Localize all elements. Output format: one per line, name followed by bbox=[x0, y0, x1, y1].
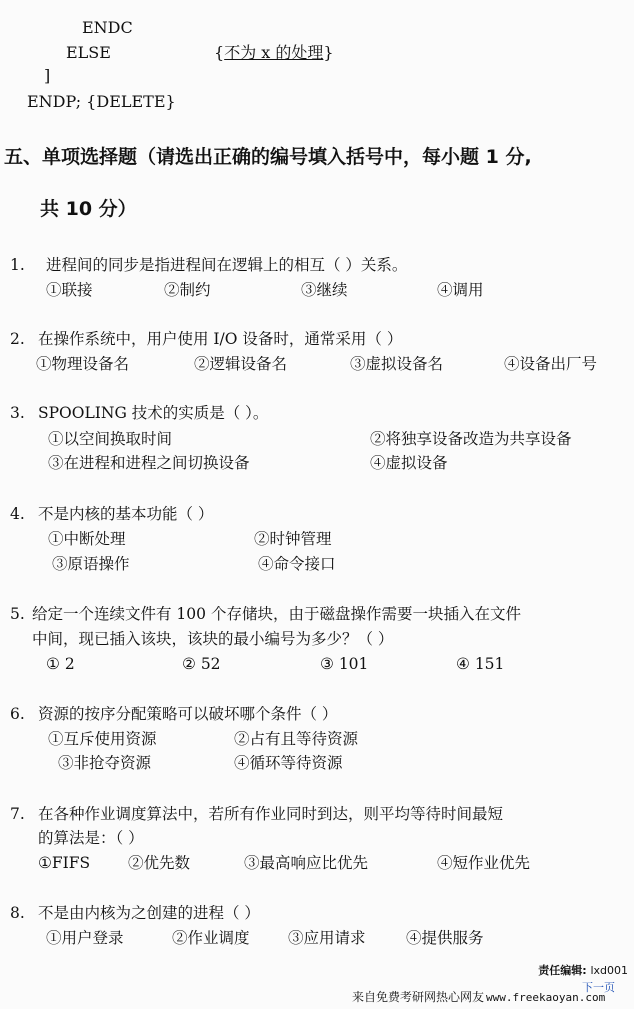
section-title-line2: 共 10 分） bbox=[40, 198, 137, 220]
editor-note bbox=[538, 965, 628, 976]
q6-option-4: ④循环等待资源 bbox=[234, 754, 343, 772]
q2-option-1: ①物理设备名 bbox=[36, 355, 130, 373]
q8-option-3: ③应用请求 bbox=[288, 929, 366, 947]
q8-option-4: ④提供服务 bbox=[406, 929, 484, 947]
q1-option-3: ③继续 bbox=[301, 281, 348, 299]
question-7-text-line1: 在各种作业调度算法中，若所有作业同时到达，则平均等待时间最短 bbox=[38, 805, 504, 823]
source-label: 来自免费考研网热心网友 bbox=[352, 990, 485, 1004]
comment-text: 不为 x 的处理 bbox=[224, 43, 324, 62]
question-7-text-line2: 的算法是：（ ） bbox=[38, 829, 144, 847]
editor-label: 责任编辑: bbox=[538, 964, 587, 977]
question-1-number: 1. bbox=[10, 256, 25, 274]
editor-value: lxd001 bbox=[590, 964, 628, 977]
q7-option-4: ④短作业优先 bbox=[437, 854, 531, 872]
question-8-number: 8. bbox=[10, 904, 25, 922]
source-footer bbox=[0, 981, 634, 1009]
question-5-text-line2: 中间，现已插入该块，该块的最小编号为多少？（ ） bbox=[32, 630, 394, 648]
question-5-text-line1: 给定一个连续文件有 100 个存储块，由于磁盘操作需要一块插入在文件 bbox=[32, 605, 521, 623]
source-text bbox=[352, 991, 605, 1003]
question-7-number: 7. bbox=[10, 805, 25, 823]
q5-option-4: ④ 151 bbox=[456, 655, 505, 673]
q8-option-2: ②作业调度 bbox=[172, 929, 250, 947]
q4-option-1: ①中断处理 bbox=[48, 530, 126, 548]
code-bracket: ] bbox=[44, 66, 51, 85]
q5-option-2: ② 52 bbox=[182, 655, 221, 673]
q3-option-2: ②将独享设备改造为共享设备 bbox=[370, 430, 572, 448]
next-page-link[interactable]: 下一页 bbox=[582, 981, 615, 994]
question-8-text: 不是由内核为之创建的进程（ ） bbox=[38, 904, 260, 922]
q4-option-2: ②时钟管理 bbox=[254, 530, 332, 548]
q5-option-3: ③ 101 bbox=[320, 655, 369, 673]
question-1-text: 进程间的同步是指进程间在逻辑上的相互（ ）关系。 bbox=[46, 256, 408, 274]
q2-option-2: ②逻辑设备名 bbox=[194, 355, 288, 373]
q6-option-3: ③非抢夺资源 bbox=[58, 754, 152, 772]
q4-option-4: ④命令接口 bbox=[258, 555, 336, 573]
question-5-number: 5. bbox=[10, 605, 25, 623]
code-else: ELSE bbox=[66, 43, 111, 62]
question-2-number: 2. bbox=[10, 330, 25, 348]
comment-close-brace: } bbox=[323, 43, 334, 62]
q1-option-1: ①联接 bbox=[46, 281, 93, 299]
section-title-line1: 五、单项选择题（请选出正确的编号填入括号中，每小题 1 分, bbox=[4, 146, 532, 168]
code-endp: ENDP; {DELETE} bbox=[27, 92, 176, 111]
question-6-number: 6. bbox=[10, 705, 25, 723]
q5-option-1: ① 2 bbox=[46, 655, 75, 673]
question-3-text: SPOOLING 技术的实质是（ ）。 bbox=[38, 404, 269, 422]
q6-option-1: ①互斥使用资源 bbox=[48, 730, 157, 748]
q3-option-4: ④虚拟设备 bbox=[370, 454, 448, 472]
question-2-text: 在操作系统中，用户使用 I/O 设备时，通常采用（ ） bbox=[38, 330, 403, 348]
q7-option-2: ②优先数 bbox=[128, 854, 191, 872]
question-4-number: 4. bbox=[10, 505, 25, 523]
q3-option-1: ①以空间换取时间 bbox=[48, 430, 173, 448]
q3-option-3: ③在进程和进程之间切换设备 bbox=[48, 454, 250, 472]
q2-option-4: ④设备出厂号 bbox=[504, 355, 598, 373]
code-endc: ENDC bbox=[82, 18, 133, 37]
code-else-comment bbox=[214, 45, 334, 61]
q1-option-2: ②制约 bbox=[164, 281, 211, 299]
q7-option-3: ③最高响应比优先 bbox=[244, 854, 369, 872]
q8-option-1: ①用户登录 bbox=[46, 929, 124, 947]
site-url[interactable]: www.freekaoyan.com bbox=[486, 991, 606, 1004]
question-4-text: 不是内核的基本功能（ ） bbox=[38, 505, 214, 523]
q7-option-1: ①FIFS bbox=[38, 854, 91, 872]
q4-option-3: ③原语操作 bbox=[52, 555, 130, 573]
question-6-text: 资源的按序分配策略可以破坏哪个条件（ ） bbox=[38, 705, 338, 723]
q1-option-4: ④调用 bbox=[437, 281, 484, 299]
comment-open-brace: { bbox=[214, 43, 225, 62]
q2-option-3: ③虚拟设备名 bbox=[350, 355, 444, 373]
question-3-number: 3. bbox=[10, 404, 25, 422]
q6-option-2: ②占有且等待资源 bbox=[234, 730, 359, 748]
